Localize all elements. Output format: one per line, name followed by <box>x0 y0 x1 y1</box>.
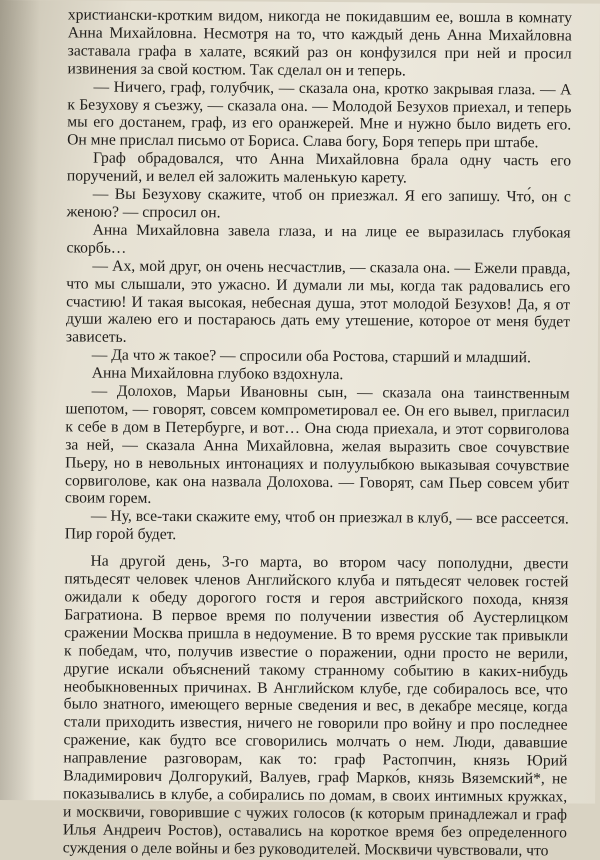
page-text <box>63 6 572 860</box>
paragraph-6: — Ах, мой друг, он очень несчастлив, — сказала она. — Ежели правда, что мы слышали, это ужасно. И думали ли мы, когда так радовались его счастию! И такая высокая, небесная душа, этот молодой Безухов! Да, я от души жалею его и постараюсь дать ему утешение, которое от меня будет зависеть. <box>65 257 571 347</box>
page-gutter-shadow <box>0 0 40 800</box>
paragraph-7: — Да что ж такое? — спросили оба Ростова, старший и младший. <box>91 346 531 367</box>
paragraph-9: — Долохов, Марьи Ивановны сын, — сказала она таинственным шепотом, — говорят, совсем компрометировал ее. Он его вывел, пригласил к себе в дом в Петербурге, и вот… Она сюда приехала, и этот сорвиголова за ней, — сказала Анна Михайловна, желая выразить свое сочувствие Пьеру, но в невольных интонациях и полуулыбкою выказывая сочувствие сорвиголове, как она назвала Долохова. — Говорят, сам Пьер совсем убит своим горем. <box>64 382 570 508</box>
paragraph-3: Граф обрадовался, что Анна Михайловна брала одну часть его поручений, и велел ей заложить маленькую карету. <box>66 149 572 187</box>
paragraph-2: — Ничего, граф, голубчик, — сказала она, кротко закрывая глаза. — А к Безухову я съезжу, — сказала она. — Молодой Безухов приехал, и теперь мы его достанем, граф, из его оранжерей. Мне и нужно было видеть его. Он мне прислал письмо от Бориса. Слава богу, Боря теперь при штабе. <box>67 78 572 152</box>
paragraph-8: Анна Михайловна глубоко вздохнула. <box>91 364 344 384</box>
paragraph-10: — Ну, все-таки скажите ему, чтоб он приезжал в клуб, — все рассеется. Пир горой будет. <box>64 507 569 544</box>
paragraph-11: На другой день, 3-го марта, во втором часу пополудни, двести пятьдесят человек членов Английского клуба и пятьдесят человек гостей ожидали к обеду дорогого гостя и героя австрийского похода, князя Багратиона. В первое время по получении известия об Аустерлицком сражении Москва пришла в недоумение. В то время русские так привыкли к победам, что, получив известие о поражении, одни просто не верили, другие искали объяснений такому странному событию в каких-нибудь необыкновенных причинах. В Английском клубе, где собиралось все, что было знатного, имеющего верные сведения и вес, в декабре месяце, когда стали приходить известия, ничего не говорили про войну и про последнее сражение, как будто все сговорились молчать о нем. Люди, дававшие направление разговорам, как то: граф Растопчин, князь Юрий Владимирович Долгорукий, Валуев, граф Марко́в, князь Вяземский*, не показывались в клубе, а собирались по домам, в своих интимных кружках, и москвичи, говорившие с чужих голосов (к которым принадлежал и граф Илья Андреич Ростов), оставались на короткое время без определенного суждения о деле войны и без руководителей. Москвичи чувствовали, что <box>62 552 569 860</box>
paragraph-1: христиански-кротким видом, никогда не покидавшим ее, вошла в комнату Анна Михайловна. Несмотря на то, что каждый день Анна Михайловна заставала графа в халате, всякий раз он конфузился при ней и просил извинения за свой костюм. Так сделал он и теперь. <box>67 6 572 80</box>
paragraph-4: — Вы Безухову скажите, чтоб он приезжал. Я его запишу. Что́, он с женою? — спросил он. <box>66 185 571 222</box>
paragraph-5: Анна Михайловна завела глаза, и на лице ее выразилась глубокая скорбь… <box>66 221 571 257</box>
